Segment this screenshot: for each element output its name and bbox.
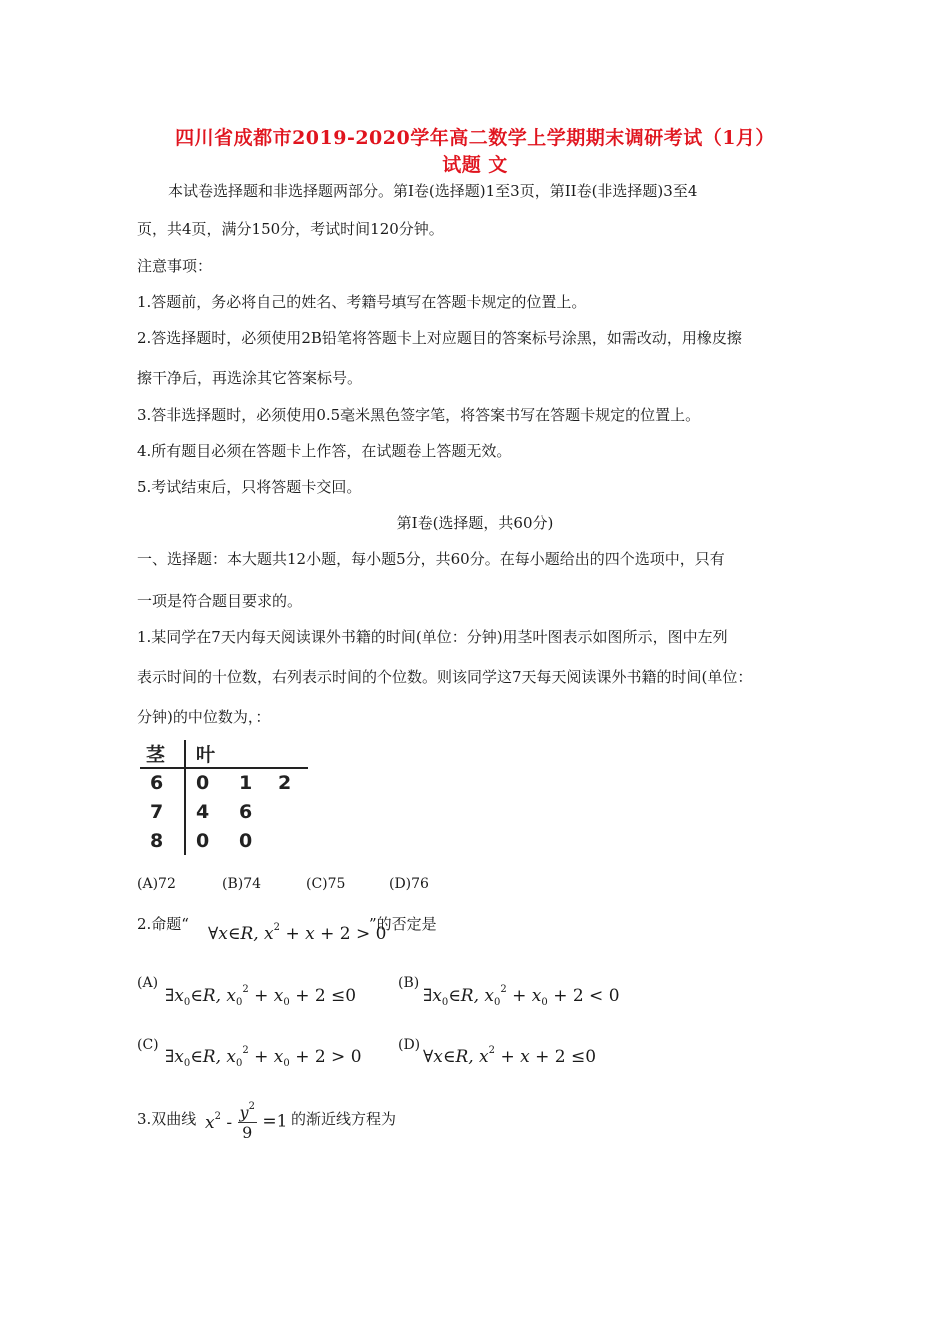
q1-line2: 表示时间的十位数，右列表示时间的个位数。则该同学这7天每天阅读课外书籍的时间(单位： [137, 668, 753, 686]
q2-option-d-label: (D) [398, 1037, 421, 1053]
q2-option-c-formula: $\exists x_0\in R$, $x_0^2 + x_0 + 2 > 0$ [165, 1045, 362, 1069]
leaf-row-3-a: 0 [196, 830, 210, 852]
q1-option-c: (C)75 [306, 876, 346, 892]
leaf-row-2-b: 6 [239, 801, 253, 823]
q1-option-b: (B)74 [222, 876, 262, 892]
notes-heading: 注意事项： [137, 257, 213, 275]
section1-desc1: 一、选择题：本大题共12小题，每小题5分，共60分。在每小题给出的四个选项中，只有 [137, 550, 725, 568]
notes-item5: 5.考试结束后，只将答题卡交回。 [137, 478, 362, 496]
q2-proposition: ∀x∈R, $x^2 + x + 2 > 0$ [208, 922, 387, 944]
notes-item2b: 擦干净后，再选涂其它答案标号。 [137, 369, 363, 387]
leaf-row-1-a: 0 [196, 772, 210, 794]
exam-title-line2: 试题 文 [442, 154, 508, 176]
q1-option-a: (A)72 [137, 876, 176, 892]
intro-line1: 本试卷选择题和非选择题两部分。第Ⅰ卷(选择题)1至3页，第II卷(非选择题)3至4 [168, 182, 698, 200]
q1-option-d: (D)76 [389, 876, 429, 892]
exam-title-line1: 四川省成都市2019-2020学年高二数学上学期期末调研考试（1月） [175, 127, 775, 149]
q2-option-a-label: (A) [137, 975, 159, 991]
stem-row-3: 8 [150, 830, 164, 852]
q1-line1: 1.某同学在7天内每天阅读课外书籍的时间(单位：分钟)用茎叶图表示如图所示，图中左列 [137, 628, 728, 646]
leaf-header: 叶 [196, 744, 216, 766]
leaf-row-3-b: 0 [239, 830, 253, 852]
q1-line3: 分钟)的中位数为，： [137, 708, 271, 726]
notes-item2a: 2.答选择题时，必须使用2B铅笔将答题卡上对应题目的答案标号涂黑，如需改动，用橡皮擦 [137, 329, 742, 347]
stem-header: 茎 [146, 744, 166, 766]
q2-option-c-label: (C) [137, 1037, 159, 1053]
notes-item4: 4.所有题目必须在答题卡上作答，在试题卷上答题无效。 [137, 442, 512, 460]
leaf-row-2-a: 4 [196, 801, 210, 823]
stem-divider [184, 740, 186, 855]
q2-option-d-formula: ∀x∈R, $x^2 + x + 2 \le 0$ [423, 1045, 597, 1067]
q3-hyperbola-formula: $x^2$ - $\frac{y^2}{9}$ =1 [205, 1101, 288, 1142]
notes-item3: 3.答非选择题时，必须使用0.5毫米黑色签字笔，将答案书写在答题卡规定的位置上。 [137, 406, 701, 424]
q2-prefix: 2.命题“ [137, 915, 189, 933]
q3-prefix: 3.双曲线 [137, 1110, 197, 1128]
intro-line2: 页，共4页，满分150分，考试时间120分钟。 [137, 220, 444, 238]
q2-suffix: ”的否定是 [369, 915, 437, 933]
leaf-row-1-c: 2 [278, 772, 292, 794]
q2-option-b-formula: $\exists x_0\in R$, $x_0^2 + x_0 + 2 < 0$ [423, 984, 620, 1008]
q2-option-b-label: (B) [398, 975, 420, 991]
notes-item1: 1.答题前，务必将自己的姓名、考籍号填写在答题卡规定的位置上。 [137, 293, 587, 311]
section1-desc2: 一项是符合题目要求的。 [137, 592, 303, 610]
section1-heading: 第Ⅰ卷(选择题，共60分) [396, 514, 554, 532]
stem-row-1: 6 [150, 772, 164, 794]
q3-suffix: 的渐近线方程为 [291, 1110, 397, 1128]
stem-row-2: 7 [150, 801, 164, 823]
header-divider [140, 767, 308, 769]
q2-option-a-formula: $\exists x_0\in R$, $x_0^2 + x_0 + 2 \le 0$ [165, 984, 357, 1008]
leaf-row-1-b: 1 [239, 772, 253, 794]
